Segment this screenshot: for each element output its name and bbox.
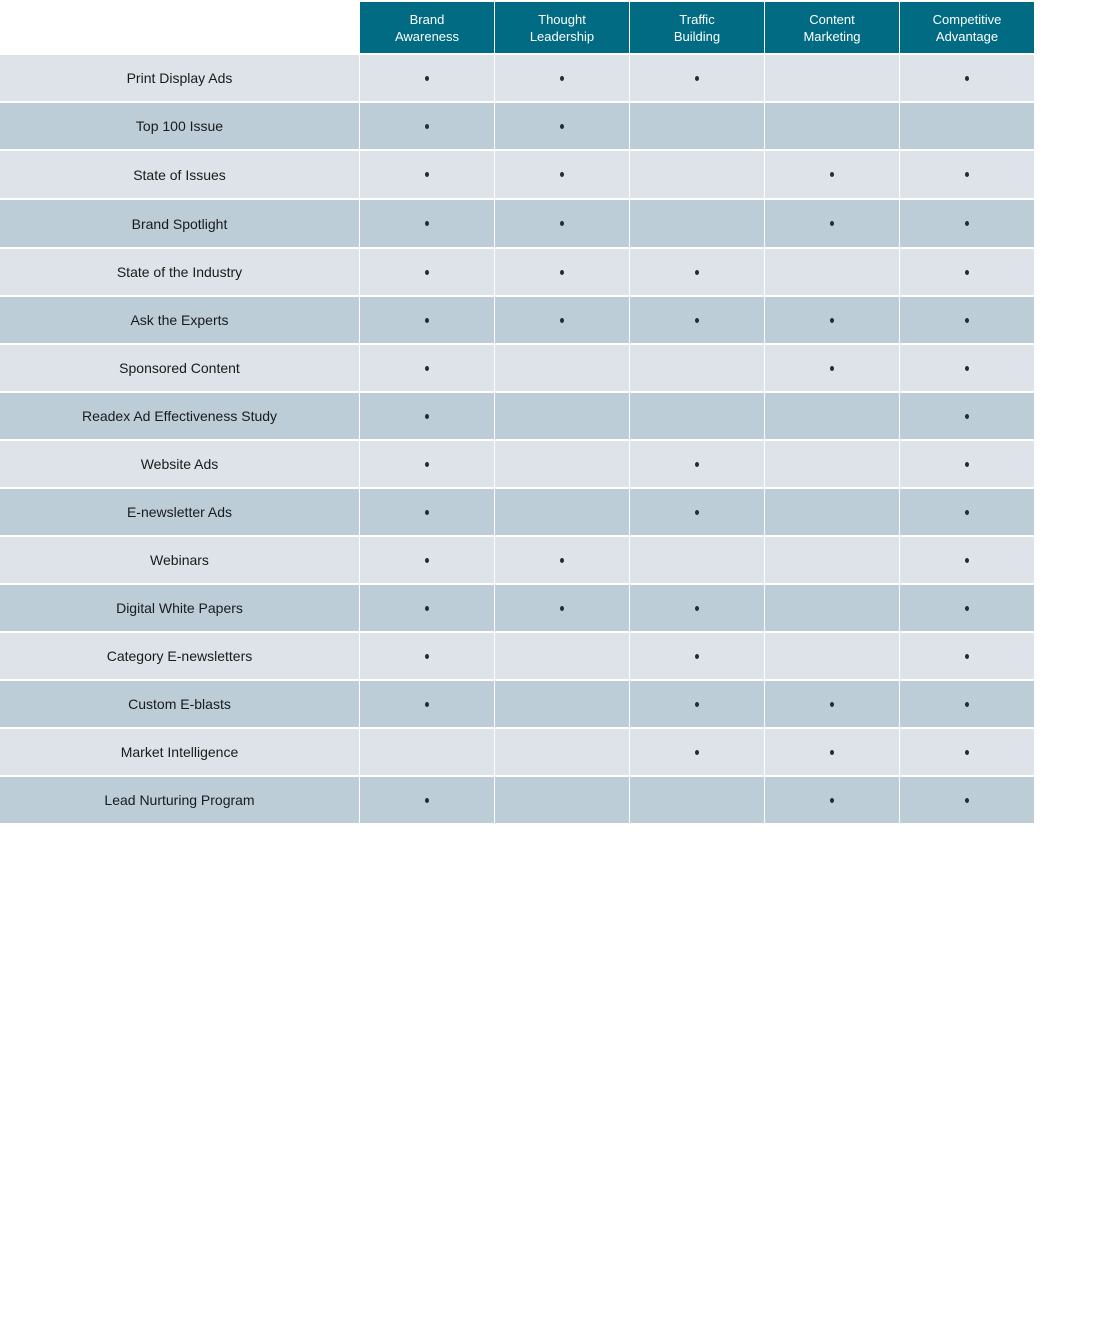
bullet-mark bbox=[830, 750, 834, 755]
cell-thought-leadership bbox=[495, 55, 629, 101]
cell-competitive-advantage bbox=[900, 200, 1034, 247]
bullet-mark bbox=[425, 606, 429, 611]
cell-traffic-building bbox=[630, 55, 764, 101]
cell-brand-awareness bbox=[360, 633, 494, 679]
bullet-mark bbox=[695, 654, 699, 659]
header-corner-blank bbox=[0, 0, 359, 53]
bullet-mark bbox=[965, 76, 969, 81]
bullet-mark bbox=[425, 462, 429, 467]
cell-traffic-building bbox=[630, 151, 764, 198]
cell-thought-leadership bbox=[495, 729, 629, 775]
bullet-mark bbox=[965, 606, 969, 611]
cell-brand-awareness bbox=[360, 777, 494, 823]
cell-competitive-advantage bbox=[900, 489, 1034, 535]
cell-thought-leadership bbox=[495, 249, 629, 295]
bullet-mark bbox=[965, 654, 969, 659]
table-row bbox=[0, 247, 1035, 295]
bullet-mark bbox=[425, 654, 429, 659]
column-header-traffic-building bbox=[630, 2, 764, 53]
bullet-mark bbox=[830, 221, 834, 226]
cell-traffic-building bbox=[630, 585, 764, 631]
bullet-mark bbox=[695, 76, 699, 81]
table-row bbox=[0, 53, 1035, 101]
row-label: Ask the Experts bbox=[0, 297, 359, 343]
column-header-content-marketing bbox=[765, 2, 899, 53]
column-header-line2: Advantage bbox=[935, 29, 999, 44]
bullet-mark bbox=[560, 172, 564, 177]
cell-traffic-building bbox=[630, 441, 764, 487]
cell-thought-leadership bbox=[495, 537, 629, 583]
bullet-mark bbox=[560, 124, 564, 129]
cell-brand-awareness bbox=[360, 537, 494, 583]
table-row bbox=[0, 343, 1035, 391]
cell-content-marketing bbox=[765, 633, 899, 679]
cell-brand-awareness bbox=[360, 55, 494, 101]
cell-competitive-advantage bbox=[900, 537, 1034, 583]
column-header-line2: Awareness bbox=[394, 29, 460, 44]
bullet-mark bbox=[560, 270, 564, 275]
bullet-mark bbox=[965, 318, 969, 323]
cell-thought-leadership bbox=[495, 633, 629, 679]
cell-thought-leadership bbox=[495, 151, 629, 198]
cell-content-marketing bbox=[765, 249, 899, 295]
row-label: State of Issues bbox=[0, 151, 359, 198]
cell-thought-leadership bbox=[495, 103, 629, 149]
row-label: Brand Spotlight bbox=[0, 200, 359, 247]
cell-competitive-advantage bbox=[900, 249, 1034, 295]
cell-brand-awareness bbox=[360, 393, 494, 439]
cell-competitive-advantage bbox=[900, 777, 1034, 823]
bullet-mark bbox=[695, 510, 699, 515]
bullet-mark bbox=[965, 366, 969, 371]
cell-traffic-building bbox=[630, 681, 764, 727]
cell-competitive-advantage bbox=[900, 585, 1034, 631]
column-header-line1: Competitive bbox=[932, 12, 1002, 27]
bullet-mark bbox=[425, 798, 429, 803]
cell-thought-leadership bbox=[495, 585, 629, 631]
bullet-mark bbox=[560, 606, 564, 611]
bullet-mark bbox=[695, 462, 699, 467]
cell-traffic-building bbox=[630, 633, 764, 679]
cell-traffic-building bbox=[630, 103, 764, 149]
cell-thought-leadership bbox=[495, 441, 629, 487]
column-header-line1: Traffic bbox=[679, 12, 715, 27]
cell-traffic-building bbox=[630, 200, 764, 247]
column-header-line1: Content bbox=[809, 12, 855, 27]
bullet-mark bbox=[425, 318, 429, 323]
cell-thought-leadership bbox=[495, 393, 629, 439]
cell-content-marketing bbox=[765, 55, 899, 101]
row-label: Category E-newsletters bbox=[0, 633, 359, 679]
bullet-mark bbox=[965, 221, 969, 226]
row-label: Lead Nurturing Program bbox=[0, 777, 359, 823]
cell-thought-leadership bbox=[495, 200, 629, 247]
cell-thought-leadership bbox=[495, 489, 629, 535]
cell-brand-awareness bbox=[360, 585, 494, 631]
cell-content-marketing bbox=[765, 151, 899, 198]
cell-traffic-building bbox=[630, 297, 764, 343]
bullet-mark bbox=[830, 366, 834, 371]
column-header-thought-leadership bbox=[495, 2, 629, 53]
cell-content-marketing bbox=[765, 200, 899, 247]
bullet-mark bbox=[425, 172, 429, 177]
cell-brand-awareness bbox=[360, 729, 494, 775]
cell-brand-awareness bbox=[360, 345, 494, 391]
table-row bbox=[0, 631, 1035, 679]
bullet-mark bbox=[965, 702, 969, 707]
cell-competitive-advantage bbox=[900, 393, 1034, 439]
cell-content-marketing bbox=[765, 103, 899, 149]
bullet-mark bbox=[560, 76, 564, 81]
cell-competitive-advantage bbox=[900, 103, 1034, 149]
bullet-mark bbox=[425, 702, 429, 707]
row-label: Readex Ad Effectiveness Study bbox=[0, 393, 359, 439]
bullet-mark bbox=[830, 172, 834, 177]
row-label: Webinars bbox=[0, 537, 359, 583]
table-row bbox=[0, 487, 1035, 535]
cell-competitive-advantage bbox=[900, 297, 1034, 343]
cell-competitive-advantage bbox=[900, 55, 1034, 101]
cell-competitive-advantage bbox=[900, 151, 1034, 198]
column-header-brand-awareness bbox=[360, 2, 494, 53]
bullet-mark bbox=[830, 318, 834, 323]
bullet-mark bbox=[560, 558, 564, 563]
bullet-mark bbox=[425, 76, 429, 81]
cell-content-marketing bbox=[765, 681, 899, 727]
column-header-line1: Brand bbox=[409, 12, 445, 27]
bullet-mark bbox=[965, 750, 969, 755]
row-label: Sponsored Content bbox=[0, 345, 359, 391]
cell-content-marketing bbox=[765, 441, 899, 487]
cell-competitive-advantage bbox=[900, 729, 1034, 775]
column-header-line2: Leadership bbox=[529, 29, 595, 44]
table-row bbox=[0, 295, 1035, 343]
cell-thought-leadership bbox=[495, 777, 629, 823]
cell-traffic-building bbox=[630, 777, 764, 823]
cell-brand-awareness bbox=[360, 297, 494, 343]
cell-brand-awareness bbox=[360, 200, 494, 247]
bullet-mark bbox=[425, 221, 429, 226]
table-row bbox=[0, 391, 1035, 439]
row-label: Website Ads bbox=[0, 441, 359, 487]
table-row bbox=[0, 775, 1035, 823]
bullet-mark bbox=[965, 172, 969, 177]
cell-competitive-advantage bbox=[900, 681, 1034, 727]
bullet-mark bbox=[695, 702, 699, 707]
table-row bbox=[0, 679, 1035, 727]
column-header-line2: Building bbox=[673, 29, 721, 44]
table-row bbox=[0, 439, 1035, 487]
row-label: Digital White Papers bbox=[0, 585, 359, 631]
cell-brand-awareness bbox=[360, 681, 494, 727]
bullet-mark bbox=[695, 318, 699, 323]
cell-brand-awareness bbox=[360, 249, 494, 295]
cell-traffic-building bbox=[630, 537, 764, 583]
cell-content-marketing bbox=[765, 729, 899, 775]
bullet-mark bbox=[425, 414, 429, 419]
bullet-mark bbox=[425, 366, 429, 371]
bullet-mark bbox=[425, 124, 429, 129]
cell-competitive-advantage bbox=[900, 441, 1034, 487]
cell-competitive-advantage bbox=[900, 633, 1034, 679]
cell-traffic-building bbox=[630, 729, 764, 775]
table-row bbox=[0, 583, 1035, 631]
bullet-mark bbox=[965, 558, 969, 563]
table-row bbox=[0, 727, 1035, 775]
bullet-mark bbox=[560, 221, 564, 226]
cell-content-marketing bbox=[765, 489, 899, 535]
row-label: Top 100 Issue bbox=[0, 103, 359, 149]
bullet-mark bbox=[695, 750, 699, 755]
bullet-mark bbox=[830, 702, 834, 707]
cell-traffic-building bbox=[630, 345, 764, 391]
bullet-mark bbox=[425, 510, 429, 515]
row-label: Print Display Ads bbox=[0, 55, 359, 101]
column-header-line1: Thought bbox=[538, 12, 586, 27]
cell-thought-leadership bbox=[495, 345, 629, 391]
cell-content-marketing bbox=[765, 777, 899, 823]
cell-traffic-building bbox=[630, 393, 764, 439]
table-row bbox=[0, 149, 1035, 198]
bullet-mark bbox=[560, 318, 564, 323]
bullet-mark bbox=[965, 510, 969, 515]
bullet-mark bbox=[965, 462, 969, 467]
row-label: Custom E-blasts bbox=[0, 681, 359, 727]
bullet-mark bbox=[965, 414, 969, 419]
column-header-line2: Marketing bbox=[803, 29, 861, 44]
cell-traffic-building bbox=[630, 489, 764, 535]
cell-content-marketing bbox=[765, 393, 899, 439]
cell-content-marketing bbox=[765, 585, 899, 631]
table-row bbox=[0, 535, 1035, 583]
matrix-header-row bbox=[0, 0, 1035, 53]
row-label: E-newsletter Ads bbox=[0, 489, 359, 535]
cell-brand-awareness bbox=[360, 103, 494, 149]
cell-thought-leadership bbox=[495, 681, 629, 727]
bullet-mark bbox=[425, 270, 429, 275]
cell-traffic-building bbox=[630, 249, 764, 295]
cell-content-marketing bbox=[765, 345, 899, 391]
row-label: State of the Industry bbox=[0, 249, 359, 295]
cell-content-marketing bbox=[765, 537, 899, 583]
table-row bbox=[0, 101, 1035, 149]
cell-thought-leadership bbox=[495, 297, 629, 343]
cell-brand-awareness bbox=[360, 151, 494, 198]
cell-brand-awareness bbox=[360, 441, 494, 487]
bullet-mark bbox=[425, 558, 429, 563]
matrix-body bbox=[0, 53, 1035, 823]
bullet-mark bbox=[965, 798, 969, 803]
bullet-mark bbox=[695, 606, 699, 611]
cell-competitive-advantage bbox=[900, 345, 1034, 391]
cell-brand-awareness bbox=[360, 489, 494, 535]
column-header-competitive-advantage bbox=[900, 2, 1034, 53]
table-row bbox=[0, 198, 1035, 247]
bullet-mark bbox=[695, 270, 699, 275]
cell-content-marketing bbox=[765, 297, 899, 343]
bullet-mark bbox=[965, 270, 969, 275]
row-label: Market Intelligence bbox=[0, 729, 359, 775]
bullet-mark bbox=[830, 798, 834, 803]
